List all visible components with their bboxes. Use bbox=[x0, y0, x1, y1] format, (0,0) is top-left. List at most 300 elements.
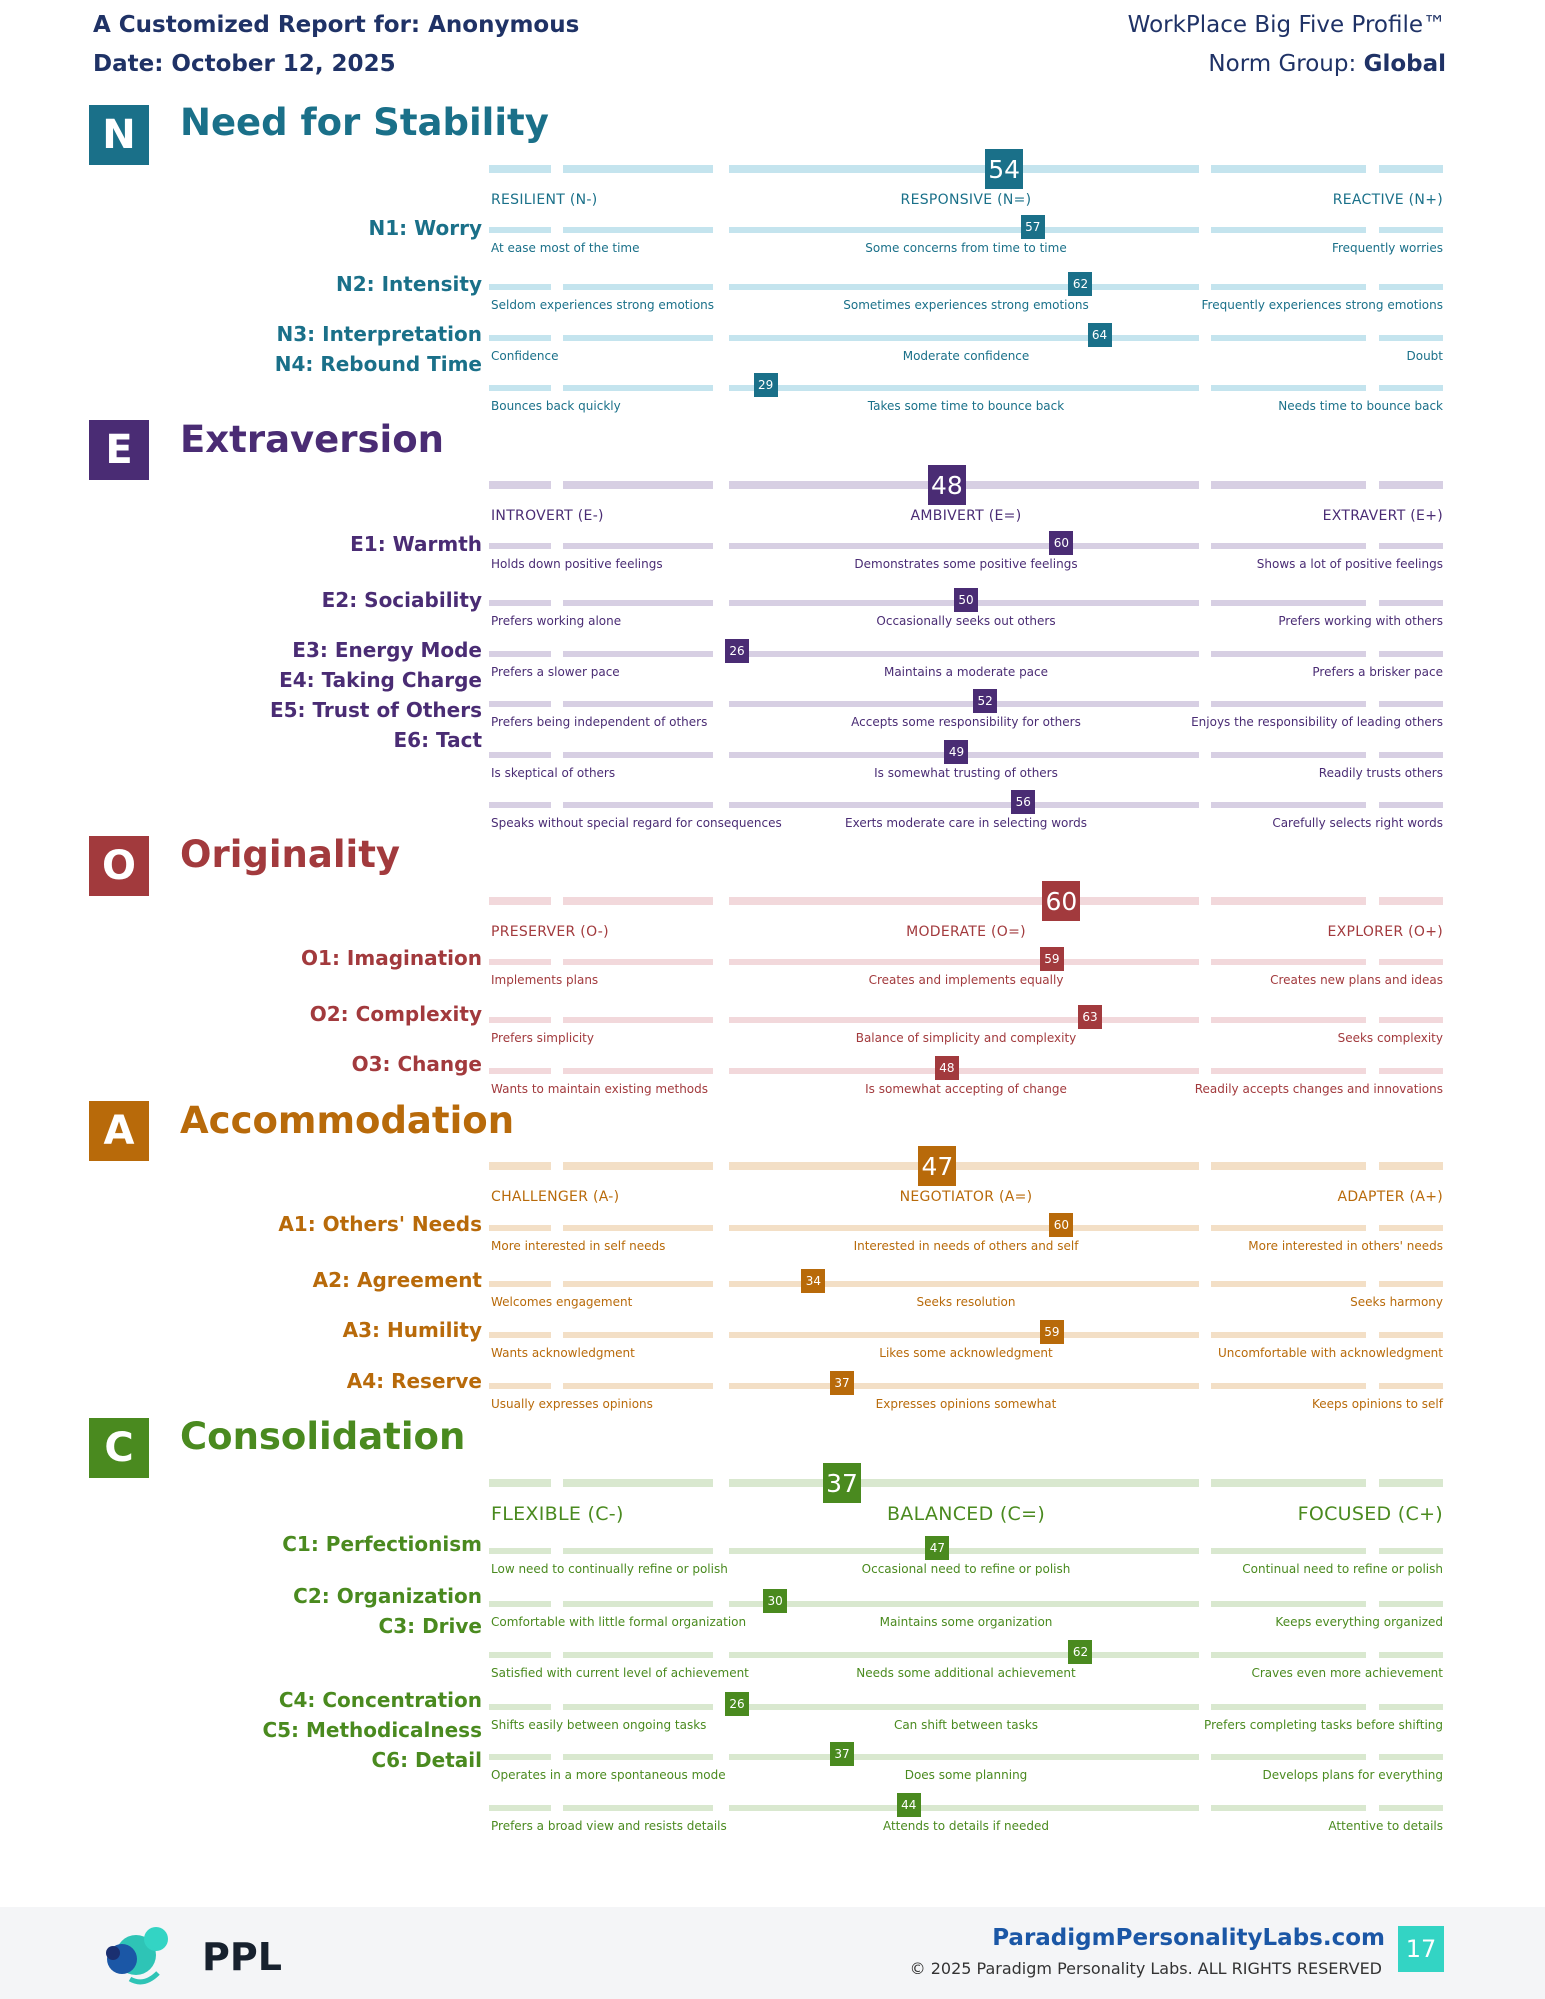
facet-desc-high: Keeps everything organized bbox=[1275, 1615, 1443, 1629]
facet-label: E5: Trust of Others bbox=[269, 698, 482, 722]
scale-segment bbox=[1211, 1162, 1366, 1170]
section-scale bbox=[489, 1151, 1443, 1222]
scale-segment bbox=[1211, 802, 1366, 808]
scale-segment bbox=[1379, 1754, 1443, 1760]
scale-segment bbox=[729, 1281, 1199, 1287]
scale-segment bbox=[1211, 1225, 1366, 1231]
scale-segment bbox=[489, 1332, 551, 1338]
facet-desc-high: Creates new plans and ideas bbox=[1270, 973, 1443, 987]
section-letter-badge: E bbox=[89, 420, 149, 480]
section-title: Extraversion bbox=[180, 418, 444, 461]
facet-score-marker: 56 bbox=[1011, 790, 1035, 814]
facet-score-marker: 37 bbox=[830, 1371, 854, 1395]
scale-segment bbox=[489, 959, 551, 965]
scale-segment bbox=[729, 385, 1199, 391]
facet-desc-mid: Exerts moderate care in selecting words bbox=[845, 816, 1087, 830]
facet-scale bbox=[489, 536, 1443, 575]
facet-desc-mid: Expresses opinions somewhat bbox=[875, 1397, 1057, 1411]
facet-score-marker: 34 bbox=[801, 1269, 825, 1293]
facet-score-marker: 49 bbox=[944, 740, 968, 764]
scale-segment bbox=[563, 802, 713, 808]
scale-segment bbox=[1211, 481, 1366, 489]
scale-segment bbox=[1211, 1805, 1366, 1811]
scale-segment bbox=[489, 1548, 551, 1554]
scale-segment bbox=[1211, 752, 1366, 758]
facet-desc-mid: Interested in needs of others and self bbox=[853, 1239, 1079, 1253]
section-title: Accommodation bbox=[180, 1099, 515, 1142]
scale-segment bbox=[1379, 1805, 1443, 1811]
scale-segment bbox=[1379, 600, 1443, 606]
facet-desc-high: Readily accepts changes and innovations bbox=[1194, 1082, 1443, 1096]
facet-label: O3: Change bbox=[351, 1052, 482, 1076]
scale-segment bbox=[563, 543, 713, 549]
scale-segment bbox=[1211, 1017, 1366, 1023]
scale-segment bbox=[563, 165, 713, 173]
scale-segment bbox=[1379, 897, 1443, 905]
section-score-marker: 37 bbox=[823, 1463, 861, 1503]
facet-score-marker: 60 bbox=[1049, 531, 1073, 555]
pole-high: EXPLORER (O+) bbox=[1327, 924, 1443, 940]
facet-label: E3: Energy Mode bbox=[292, 638, 482, 662]
facet-desc-mid: Occasional need to refine or polish bbox=[861, 1562, 1071, 1576]
scale-segment bbox=[729, 1601, 1199, 1607]
scale-segment bbox=[563, 600, 713, 606]
facet-score-marker: 62 bbox=[1068, 272, 1092, 296]
facet-desc-low: Prefers a broad view and resists details bbox=[491, 1819, 727, 1833]
scale-segment bbox=[563, 1383, 713, 1389]
scale-segment bbox=[1379, 651, 1443, 657]
pole-mid: BALANCED (C=) bbox=[886, 1503, 1046, 1525]
scale-segment bbox=[489, 600, 551, 606]
facet-label: C3: Drive bbox=[378, 1614, 482, 1638]
facet-score-marker: 62 bbox=[1068, 1640, 1092, 1664]
facet-scale bbox=[489, 1376, 1443, 1415]
facet-scale bbox=[489, 1541, 1443, 1580]
facet-desc-low: Low need to continually refine or polish bbox=[491, 1562, 728, 1576]
scale-segment bbox=[1379, 1017, 1443, 1023]
facet-scale bbox=[489, 1594, 1443, 1633]
pole-mid: NEGOTIATOR (A=) bbox=[899, 1189, 1033, 1205]
scale-segment bbox=[1211, 1068, 1366, 1074]
scale-segment bbox=[563, 1805, 713, 1811]
scale-segment bbox=[729, 1652, 1199, 1658]
facet-desc-mid: Does some planning bbox=[904, 1768, 1028, 1782]
facet-score-marker: 64 bbox=[1088, 323, 1112, 347]
facet-desc-high: Frequently worries bbox=[1331, 241, 1443, 255]
scale-segment bbox=[489, 284, 551, 290]
scale-segment bbox=[563, 701, 713, 707]
facet-score-marker: 50 bbox=[954, 588, 978, 612]
facet-desc-low: Shifts easily between ongoing tasks bbox=[491, 1718, 707, 1732]
facet-score-marker: 44 bbox=[897, 1793, 921, 1817]
scale-segment bbox=[1211, 701, 1366, 707]
report-for-label: A Customized Report for: Anonymous bbox=[93, 12, 580, 38]
scale-segment bbox=[1211, 543, 1366, 549]
scale-segment bbox=[1211, 897, 1366, 905]
scale-segment bbox=[1211, 165, 1366, 173]
pole-low: INTROVERT (E-) bbox=[491, 508, 604, 524]
facet-scale bbox=[489, 1010, 1443, 1049]
scale-segment bbox=[563, 227, 713, 233]
facet-desc-low: Holds down positive feelings bbox=[491, 557, 663, 571]
section-score-marker: 54 bbox=[985, 149, 1023, 189]
facet-label: N3: Interpretation bbox=[276, 322, 482, 346]
product-name: WorkPlace Big Five Profile™ bbox=[1127, 12, 1446, 38]
scale-segment bbox=[489, 227, 551, 233]
facet-desc-low: Implements plans bbox=[491, 973, 599, 987]
scale-segment bbox=[489, 385, 551, 391]
scale-segment bbox=[1379, 385, 1443, 391]
scale-segment bbox=[1379, 1068, 1443, 1074]
facet-desc-high: More interested in others' needs bbox=[1248, 1239, 1443, 1253]
section-title: Need for Stability bbox=[180, 101, 549, 144]
facet-desc-mid: Needs some additional achievement bbox=[856, 1666, 1076, 1680]
scale-segment bbox=[563, 385, 713, 391]
scale-segment bbox=[729, 701, 1199, 707]
facet-scale bbox=[489, 1061, 1443, 1100]
pole-mid: MODERATE (O=) bbox=[906, 924, 1026, 940]
scale-segment bbox=[489, 701, 551, 707]
facet-desc-mid: Sometimes experiences strong emotions bbox=[843, 298, 1089, 312]
scale-segment bbox=[489, 897, 551, 905]
facet-desc-low: Prefers being independent of others bbox=[491, 715, 708, 729]
scale-segment bbox=[729, 284, 1199, 290]
scale-segment bbox=[1379, 1601, 1443, 1607]
facet-score-marker: 30 bbox=[763, 1589, 787, 1613]
scale-segment bbox=[1379, 1281, 1443, 1287]
section-score-marker: 48 bbox=[928, 465, 966, 505]
section-scale bbox=[489, 154, 1443, 225]
facet-desc-low: Is skeptical of others bbox=[491, 766, 616, 780]
facet-label: O2: Complexity bbox=[309, 1002, 482, 1026]
facet-desc-low: Comfortable with little formal organization bbox=[491, 1615, 747, 1629]
pole-high: EXTRAVERT (E+) bbox=[1322, 508, 1443, 524]
section-letter-badge: N bbox=[89, 105, 149, 165]
scale-segment bbox=[1211, 651, 1366, 657]
facet-desc-mid: Likes some acknowledgment bbox=[879, 1346, 1053, 1360]
facet-desc-mid: Maintains a moderate pace bbox=[883, 665, 1049, 679]
facet-scale bbox=[489, 593, 1443, 632]
facet-scale bbox=[489, 328, 1443, 367]
scale-segment bbox=[563, 1601, 713, 1607]
facet-label: N2: Intensity bbox=[335, 272, 482, 296]
facet-scale bbox=[489, 1798, 1443, 1837]
facet-desc-mid: Attends to details if needed bbox=[882, 1819, 1050, 1833]
scale-segment bbox=[489, 1162, 551, 1170]
scale-segment bbox=[1379, 1479, 1443, 1487]
scale-segment bbox=[729, 1754, 1199, 1760]
facet-score-marker: 29 bbox=[754, 373, 778, 397]
page-number: 17 bbox=[1398, 1926, 1444, 1972]
section-scale bbox=[489, 886, 1443, 957]
facet-score-marker: 57 bbox=[1021, 215, 1045, 239]
pole-high: REACTIVE (N+) bbox=[1332, 192, 1443, 208]
pole-mid: AMBIVERT (E=) bbox=[910, 508, 1022, 524]
scale-segment bbox=[563, 1281, 713, 1287]
scale-segment bbox=[563, 1332, 713, 1338]
scale-segment bbox=[563, 651, 713, 657]
facet-score-marker: 60 bbox=[1049, 1213, 1073, 1237]
facet-desc-mid: Demonstrates some positive feelings bbox=[854, 557, 1078, 571]
scale-segment bbox=[1211, 1479, 1366, 1487]
scale-segment bbox=[1379, 1383, 1443, 1389]
pole-low: RESILIENT (N-) bbox=[491, 192, 598, 208]
facet-label: A4: Reserve bbox=[346, 1369, 482, 1393]
facet-score-marker: 63 bbox=[1078, 1005, 1102, 1029]
scale-segment bbox=[1379, 1652, 1443, 1658]
facet-desc-low: Bounces back quickly bbox=[491, 399, 621, 413]
scale-segment bbox=[489, 481, 551, 489]
facet-desc-high: Seeks complexity bbox=[1337, 1031, 1443, 1045]
scale-segment bbox=[1379, 165, 1443, 173]
pole-high: ADAPTER (A+) bbox=[1337, 1189, 1443, 1205]
facet-label: C4: Concentration bbox=[278, 1688, 482, 1712]
scale-segment bbox=[1211, 1281, 1366, 1287]
scale-segment bbox=[1379, 543, 1443, 549]
facet-label: E1: Warmth bbox=[350, 532, 482, 556]
copyright: © 2025 Paradigm Personality Labs. ALL RIGHTS RESERVED bbox=[909, 1959, 1382, 1978]
facet-desc-high: Prefers working with others bbox=[1278, 614, 1443, 628]
scale-segment bbox=[489, 1479, 551, 1487]
scale-segment bbox=[489, 1652, 551, 1658]
facet-label: C6: Detail bbox=[371, 1748, 482, 1772]
facet-desc-low: Wants acknowledgment bbox=[491, 1346, 635, 1360]
scale-segment bbox=[1379, 335, 1443, 341]
website-link[interactable]: ParadigmPersonalityLabs.com bbox=[992, 1925, 1385, 1951]
section-scale bbox=[489, 1468, 1443, 1539]
facet-scale bbox=[489, 1325, 1443, 1364]
scale-segment bbox=[489, 752, 551, 758]
pole-low: CHALLENGER (A-) bbox=[491, 1189, 620, 1205]
scale-segment bbox=[1211, 1652, 1366, 1658]
facet-desc-low: Operates in a more spontaneous mode bbox=[491, 1768, 726, 1782]
scale-segment bbox=[729, 1548, 1199, 1554]
scale-segment bbox=[1211, 385, 1366, 391]
scale-segment bbox=[1211, 1754, 1366, 1760]
scale-segment bbox=[1211, 284, 1366, 290]
scale-segment bbox=[489, 1225, 551, 1231]
facet-scale bbox=[489, 1747, 1443, 1786]
facet-scale bbox=[489, 378, 1443, 417]
scale-segment bbox=[1379, 1225, 1443, 1231]
facet-desc-low: Welcomes engagement bbox=[491, 1295, 633, 1309]
scale-segment bbox=[563, 1548, 713, 1554]
scale-segment bbox=[1379, 802, 1443, 808]
scale-segment bbox=[729, 1704, 1199, 1710]
ppl-logo-icon bbox=[100, 1923, 182, 1989]
facet-desc-low: Seldom experiences strong emotions bbox=[491, 298, 715, 312]
facet-label: C5: Methodicalness bbox=[262, 1718, 482, 1742]
scale-segment bbox=[489, 335, 551, 341]
facet-desc-high: Attentive to details bbox=[1328, 1819, 1443, 1833]
facet-score-marker: 37 bbox=[830, 1742, 854, 1766]
facet-scale bbox=[489, 1645, 1443, 1684]
facet-desc-mid: Creates and implements equally bbox=[868, 973, 1064, 987]
facet-desc-mid: Balance of simplicity and complexity bbox=[855, 1031, 1077, 1045]
facet-desc-mid: Seeks resolution bbox=[916, 1295, 1016, 1309]
section-scale bbox=[489, 470, 1443, 541]
pole-high: FOCUSED (C+) bbox=[1297, 1503, 1443, 1525]
scale-segment bbox=[563, 897, 713, 905]
pole-low: FLEXIBLE (C-) bbox=[491, 1503, 624, 1525]
scale-segment bbox=[1379, 481, 1443, 489]
facet-desc-high: Craves even more achievement bbox=[1251, 1666, 1443, 1680]
scale-segment bbox=[489, 165, 551, 173]
facet-desc-high: Doubt bbox=[1406, 349, 1443, 363]
facet-scale bbox=[489, 277, 1443, 316]
scale-segment bbox=[1379, 227, 1443, 233]
scale-segment bbox=[563, 1162, 713, 1170]
scale-segment bbox=[489, 1281, 551, 1287]
facet-label: E6: Tact bbox=[393, 728, 482, 752]
scale-segment bbox=[1211, 1601, 1366, 1607]
scale-segment bbox=[489, 1068, 551, 1074]
facet-desc-low: Satisfied with current level of achievement bbox=[491, 1666, 749, 1680]
section-letter-badge: O bbox=[89, 836, 149, 896]
facet-desc-mid: Is somewhat trusting of others bbox=[874, 766, 1058, 780]
scale-segment bbox=[1211, 959, 1366, 965]
scale-segment bbox=[1379, 701, 1443, 707]
facet-desc-low: Wants to maintain existing methods bbox=[491, 1082, 709, 1096]
facet-label: E2: Sociability bbox=[321, 588, 482, 612]
facet-label: N1: Worry bbox=[368, 216, 482, 240]
scale-segment bbox=[563, 1017, 713, 1023]
facet-label: O1: Imagination bbox=[301, 946, 482, 970]
facet-label: N4: Rebound Time bbox=[274, 352, 482, 376]
facet-desc-high: Continual need to refine or polish bbox=[1242, 1562, 1443, 1576]
facet-desc-low: Prefers simplicity bbox=[491, 1031, 594, 1045]
facet-scale bbox=[489, 745, 1443, 784]
facet-desc-high: Readily trusts others bbox=[1318, 766, 1443, 780]
scale-segment bbox=[729, 1017, 1199, 1023]
facet-desc-low: Prefers a slower pace bbox=[491, 665, 620, 679]
scale-segment bbox=[729, 959, 1199, 965]
scale-segment bbox=[563, 1225, 713, 1231]
facet-desc-high: Carefully selects right words bbox=[1272, 816, 1443, 830]
scale-segment bbox=[1211, 1548, 1366, 1554]
scale-segment bbox=[729, 651, 1199, 657]
report-date: Date: October 12, 2025 bbox=[93, 51, 396, 77]
norm-group bbox=[1208, 51, 1446, 77]
scale-segment bbox=[729, 1332, 1199, 1338]
facet-score-marker: 59 bbox=[1040, 947, 1064, 971]
facet-desc-low: At ease most of the time bbox=[491, 241, 640, 255]
pole-mid: RESPONSIVE (N=) bbox=[900, 192, 1032, 208]
facet-scale bbox=[489, 694, 1443, 733]
scale-segment bbox=[729, 1479, 1199, 1487]
scale-segment bbox=[1211, 1332, 1366, 1338]
facet-label: C1: Perfectionism bbox=[282, 1532, 482, 1556]
facet-desc-low: Speaks without special regard for consequences bbox=[491, 816, 782, 830]
facet-desc-mid: Occasionally seeks out others bbox=[876, 614, 1056, 628]
scale-segment bbox=[563, 1068, 713, 1074]
facet-scale bbox=[489, 1218, 1443, 1257]
section-letter-badge: C bbox=[89, 1418, 149, 1478]
facet-desc-high: Shows a lot of positive feelings bbox=[1256, 557, 1443, 571]
facet-desc-mid: Takes some time to bounce back bbox=[867, 399, 1065, 413]
scale-segment bbox=[1211, 227, 1366, 233]
scale-segment bbox=[489, 1601, 551, 1607]
facet-desc-high: Prefers completing tasks before shifting bbox=[1204, 1718, 1443, 1732]
facet-desc-mid: Some concerns from time to time bbox=[865, 241, 1067, 255]
scale-segment bbox=[729, 1383, 1199, 1389]
facet-desc-low: Prefers working alone bbox=[491, 614, 622, 628]
facet-score-marker: 59 bbox=[1040, 1320, 1064, 1344]
scale-segment bbox=[489, 1383, 551, 1389]
scale-segment bbox=[1379, 1704, 1443, 1710]
facet-desc-mid: Accepts some responsibility for others bbox=[851, 715, 1081, 729]
scale-segment bbox=[489, 1805, 551, 1811]
section-letter-badge: A bbox=[89, 1101, 149, 1161]
scale-segment bbox=[563, 1704, 713, 1710]
facet-desc-mid: Is somewhat accepting of change bbox=[865, 1082, 1067, 1096]
scale-segment bbox=[1211, 600, 1366, 606]
facet-desc-mid: Moderate confidence bbox=[902, 349, 1030, 363]
facet-desc-high: Seeks harmony bbox=[1350, 1295, 1443, 1309]
scale-segment bbox=[729, 1805, 1199, 1811]
facet-scale bbox=[489, 952, 1443, 991]
scale-segment bbox=[563, 1754, 713, 1760]
scale-segment bbox=[563, 284, 713, 290]
facet-scale bbox=[489, 644, 1443, 683]
facet-label: A3: Humility bbox=[342, 1318, 482, 1342]
facet-desc-mid: Maintains some organization bbox=[879, 1615, 1053, 1629]
scale-segment bbox=[1379, 752, 1443, 758]
scale-segment bbox=[1379, 1162, 1443, 1170]
scale-segment bbox=[489, 651, 551, 657]
scale-segment bbox=[729, 227, 1199, 233]
brand-name: PPL bbox=[202, 1935, 282, 1979]
facet-score-marker: 47 bbox=[925, 1536, 949, 1560]
scale-segment bbox=[729, 1162, 1199, 1170]
footer bbox=[0, 1907, 1545, 1999]
facet-desc-mid: Can shift between tasks bbox=[893, 1718, 1039, 1732]
section-score-marker: 47 bbox=[918, 1146, 956, 1186]
scale-segment bbox=[1211, 335, 1366, 341]
scale-segment bbox=[1379, 959, 1443, 965]
facet-desc-low: More interested in self needs bbox=[491, 1239, 666, 1253]
scale-segment bbox=[729, 1225, 1199, 1231]
facet-label: A1: Others' Needs bbox=[278, 1212, 482, 1236]
facet-desc-high: Develops plans for everything bbox=[1262, 1768, 1443, 1782]
section-title: Originality bbox=[180, 833, 401, 876]
scale-segment bbox=[489, 1754, 551, 1760]
scale-segment bbox=[563, 1479, 713, 1487]
scale-segment bbox=[563, 959, 713, 965]
scale-segment bbox=[729, 335, 1199, 341]
scale-segment bbox=[489, 1704, 551, 1710]
scale-segment bbox=[489, 543, 551, 549]
facet-desc-low: Usually expresses opinions bbox=[491, 1397, 653, 1411]
facet-score-marker: 52 bbox=[973, 689, 997, 713]
facet-desc-high: Needs time to bounce back bbox=[1278, 399, 1443, 413]
facet-desc-high: Keeps opinions to self bbox=[1311, 1397, 1443, 1411]
norm-group-value: Global bbox=[1363, 51, 1446, 77]
scale-segment bbox=[1379, 1332, 1443, 1338]
facet-score-marker: 26 bbox=[725, 1692, 749, 1716]
scale-segment bbox=[563, 1652, 713, 1658]
scale-segment bbox=[1379, 284, 1443, 290]
facet-scale bbox=[489, 1274, 1443, 1313]
facet-desc-low: Confidence bbox=[491, 349, 559, 363]
scale-segment bbox=[563, 481, 713, 489]
facet-scale bbox=[489, 1697, 1443, 1736]
section-score-marker: 60 bbox=[1042, 881, 1080, 921]
norm-group-label: Norm Group: bbox=[1208, 51, 1357, 77]
facet-desc-high: Frequently experiences strong emotions bbox=[1201, 298, 1443, 312]
facet-label: C2: Organization bbox=[293, 1584, 482, 1608]
facet-label: A2: Agreement bbox=[312, 1268, 482, 1292]
